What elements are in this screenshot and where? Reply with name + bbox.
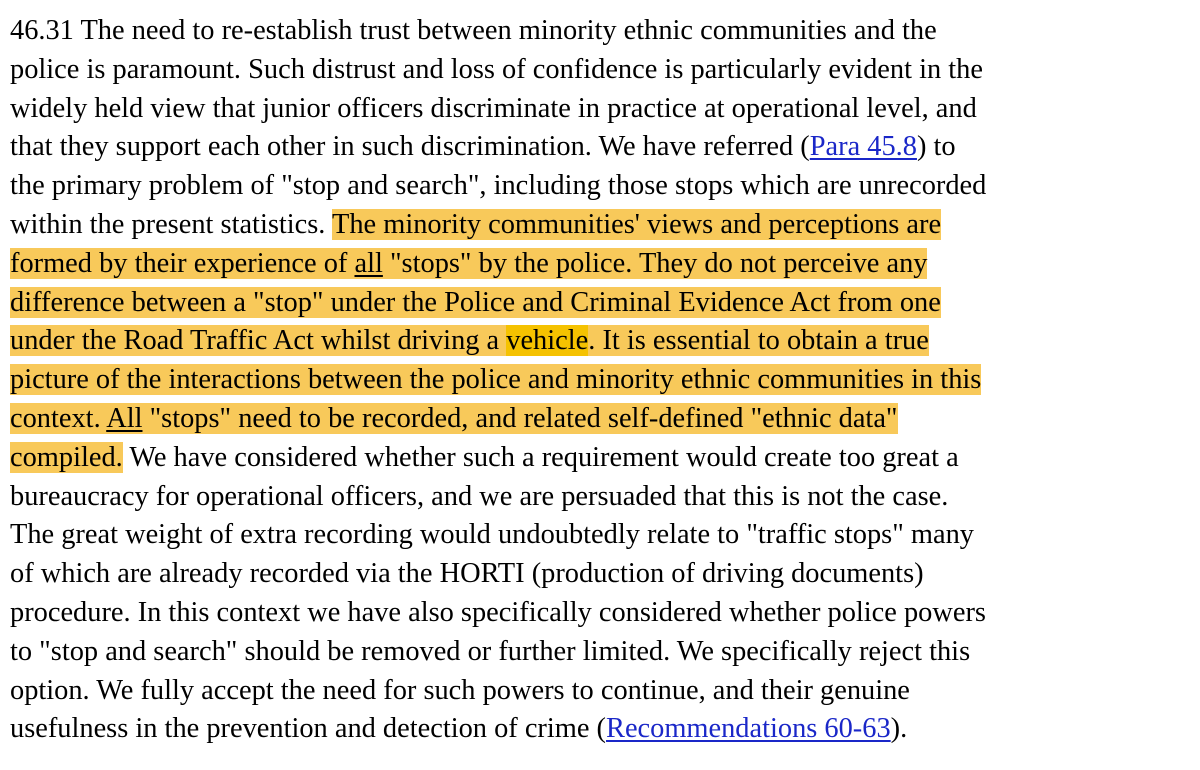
text-segment: "stops" need to be recorded, and related self-defined "ethnic data" [142, 402, 898, 434]
text-segment: under the Road Traffic Act whilst driving a [10, 325, 507, 357]
highlighted-text: picture of the interactions between the police and minority ethnic communities in this [10, 364, 982, 396]
highlighted-text [10, 248, 927, 279]
text-line-15: of which are already recorded via the HORTI (production of driving documents) [10, 558, 924, 590]
highlighted-text: compiled. [10, 441, 123, 473]
text-segment: ) to [916, 131, 956, 163]
highlighted-text [10, 325, 929, 356]
text-segment: that they support each other in such discrimination. We have referred ( [10, 131, 810, 163]
text-segment: usefulness in the prevention and detection of crime ( [10, 713, 607, 745]
text-line-8 [10, 284, 1196, 323]
highlighted-text: The minority communities' views and perceptions are [332, 208, 942, 240]
text-segment: "stops" by the police. They do not perceive any [382, 247, 928, 279]
text-line-3: widely held view that junior officers discriminate in practice at operational level, and [10, 92, 977, 124]
text-segment: within the present statistics. [10, 208, 332, 240]
text-line-5: the primary problem of "stop and search", including those stops which are unrecorded [10, 170, 987, 202]
highlighted-text: difference between a "stop" under the Police and Criminal Evidence Act from one [10, 286, 941, 318]
text-line-10 [10, 361, 1196, 400]
text-segment: We have considered whether such a requirement would create too great a [122, 441, 959, 473]
text-line-16: procedure. In this context we have also specifically considered whether police powers [10, 596, 986, 628]
text-segment: context. [10, 402, 107, 434]
text-line-2: police is paramount. Such distrust and loss of confidence is particularly evident in the [10, 53, 983, 85]
text-line-11 [10, 400, 1196, 439]
text-line-18: option. We fully accept the need for such powers to continue, and their genuine [10, 674, 910, 706]
text-line-13: bureaucracy for operational officers, and we are persuaded that this is not the case. [10, 480, 949, 512]
underlined-word: all [354, 247, 383, 279]
text-line-17: to "stop and search" should be removed or further limited. We specifically reject this [10, 635, 971, 667]
text-line-14: The great weight of extra recording would undoubtedly relate to "traffic stops" many [10, 519, 974, 551]
text-line-9 [10, 322, 1196, 361]
text-line-12 [10, 439, 1196, 478]
text-line-6 [10, 206, 1196, 245]
text-line-19 [10, 710, 1196, 749]
strong-highlighted-word: vehicle [506, 325, 589, 357]
text-segment: . It is essential to obtain a true [588, 325, 929, 357]
text-line-4 [10, 128, 1196, 167]
text-segment: formed by their experience of [10, 247, 355, 279]
text-line-1: 46.31 The need to re-establish trust between minority ethnic communities and the [10, 15, 937, 46]
document-paragraph [10, 12, 1196, 749]
para-45-8-link[interactable]: Para 45.8 [809, 131, 917, 163]
underlined-word: All [106, 402, 143, 434]
highlighted-text [10, 403, 898, 434]
text-segment: ). [890, 713, 908, 745]
recommendations-60-63-link[interactable]: Recommendations 60-63 [606, 713, 891, 745]
text-line-7 [10, 245, 1196, 284]
